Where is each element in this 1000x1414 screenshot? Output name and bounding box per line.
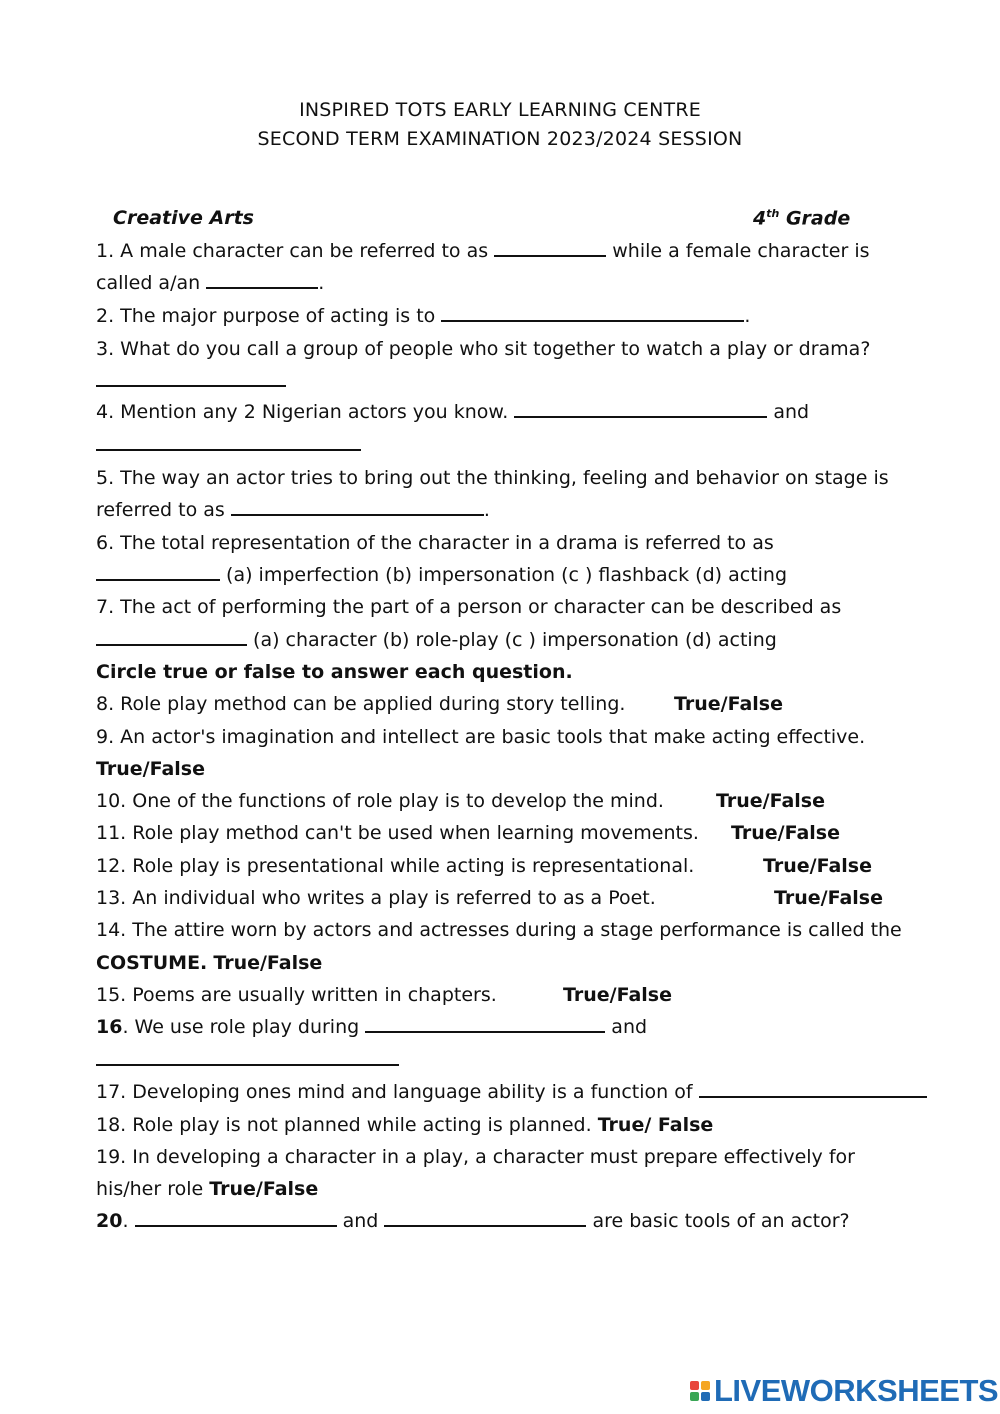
question-14: 14. The attire worn by actors and actresses during a stage performance is called the (96, 919, 902, 941)
question-7-line-2: (a) character (b) role-play (c ) impersonation (d) acting (96, 628, 777, 652)
question-4-answer (96, 433, 361, 457)
answer-blank[interactable] (441, 306, 744, 322)
true-false-option[interactable]: True/False (716, 790, 825, 812)
true-false-option[interactable]: True/False (774, 887, 883, 909)
answer-blank[interactable] (231, 500, 484, 516)
question-10: 10. One of the functions of role play is to develop the mind. (96, 790, 664, 812)
brand-icon (690, 1381, 710, 1401)
grade-label: 4th Grade (753, 207, 851, 230)
question-15: 15. Poems are usually written in chapters. (96, 984, 497, 1006)
answer-blank[interactable] (96, 1050, 399, 1066)
true-false-option[interactable]: True/False (96, 758, 205, 780)
question-6-line-2: (a) imperfection (b) impersonation (c ) flashback (d) acting (96, 563, 787, 587)
question-19: 19. In developing a character in a play, a character must prepare effectively for (96, 1146, 855, 1168)
true-false-option[interactable]: True/False (763, 855, 872, 877)
question-6-line-1: 6. The total representation of the character in a drama is referred to as (96, 532, 774, 554)
true-false-option[interactable]: True/False (674, 693, 783, 715)
true-false-option[interactable]: True/False (563, 984, 672, 1006)
exam-title: SECOND TERM EXAMINATION 2023/2024 SESSION (257, 128, 743, 150)
question-14-line-2: COSTUME. True/False (96, 952, 323, 974)
answer-blank[interactable] (206, 273, 318, 289)
answer-blank[interactable] (96, 435, 361, 451)
brand-name: LIVEWORKSHEETS (714, 1373, 999, 1408)
question-3: 3. What do you call a group of people who sit together to watch a play or drama? (96, 338, 871, 360)
question-19-line-2: his/her role True/False (96, 1178, 319, 1200)
question-2: 2. The major purpose of acting is to . (96, 305, 751, 327)
answer-blank[interactable] (365, 1017, 605, 1033)
subject-label: Creative Arts (113, 207, 254, 229)
answer-blank[interactable] (494, 241, 606, 257)
question-20: 20. and are basic tools of an actor? (96, 1210, 850, 1232)
question-9: 9. An actor's imagination and intellect are basic tools that make acting effective. (96, 726, 866, 748)
true-false-option[interactable]: True/False (213, 952, 323, 974)
school-name: INSPIRED TOTS EARLY LEARNING CENTRE (299, 99, 701, 121)
question-7-line-1: 7. The act of performing the part of a person or character can be described as (96, 596, 842, 618)
question-4: 4. Mention any 2 Nigerian actors you know. and (96, 401, 810, 423)
question-16: 16. We use role play during and (96, 1016, 648, 1038)
question-3-answer (96, 369, 286, 393)
true-false-instruction: Circle true or false to answer each question. (96, 661, 573, 683)
answer-blank[interactable] (96, 565, 220, 581)
answer-blank[interactable] (699, 1082, 927, 1098)
question-8: 8. Role play method can be applied during story telling. (96, 693, 626, 715)
question-18: 18. Role play is not planned while acting is planned. True/ False (96, 1114, 714, 1136)
question-1-line-2: called a/an . (96, 272, 325, 294)
question-1-line-1: 1. A male character can be referred to as while a female character is (96, 240, 870, 262)
true-false-option[interactable]: True/ False (597, 1114, 714, 1136)
answer-blank[interactable] (135, 1211, 337, 1227)
question-13: 13. An individual who writes a play is referred to as a Poet. (96, 887, 656, 909)
answer-blank[interactable] (96, 371, 286, 387)
true-false-option[interactable]: True/False (209, 1178, 319, 1200)
question-5-line-1: 5. The way an actor tries to bring out the thinking, feeling and behavior on stage is (96, 467, 889, 489)
liveworksheets-logo (690, 1374, 998, 1408)
answer-blank[interactable] (514, 402, 767, 418)
question-5-line-2: referred to as . (96, 499, 490, 521)
answer-blank[interactable] (384, 1211, 586, 1227)
question-12: 12. Role play is presentational while acting is representational. (96, 855, 695, 877)
question-11: 11. Role play method can't be used when learning movements. (96, 822, 699, 844)
question-17: 17. Developing ones mind and language ability is a function of (96, 1080, 927, 1104)
answer-blank[interactable] (96, 630, 247, 646)
true-false-option[interactable]: True/False (731, 822, 840, 844)
question-16-answer (96, 1048, 399, 1072)
